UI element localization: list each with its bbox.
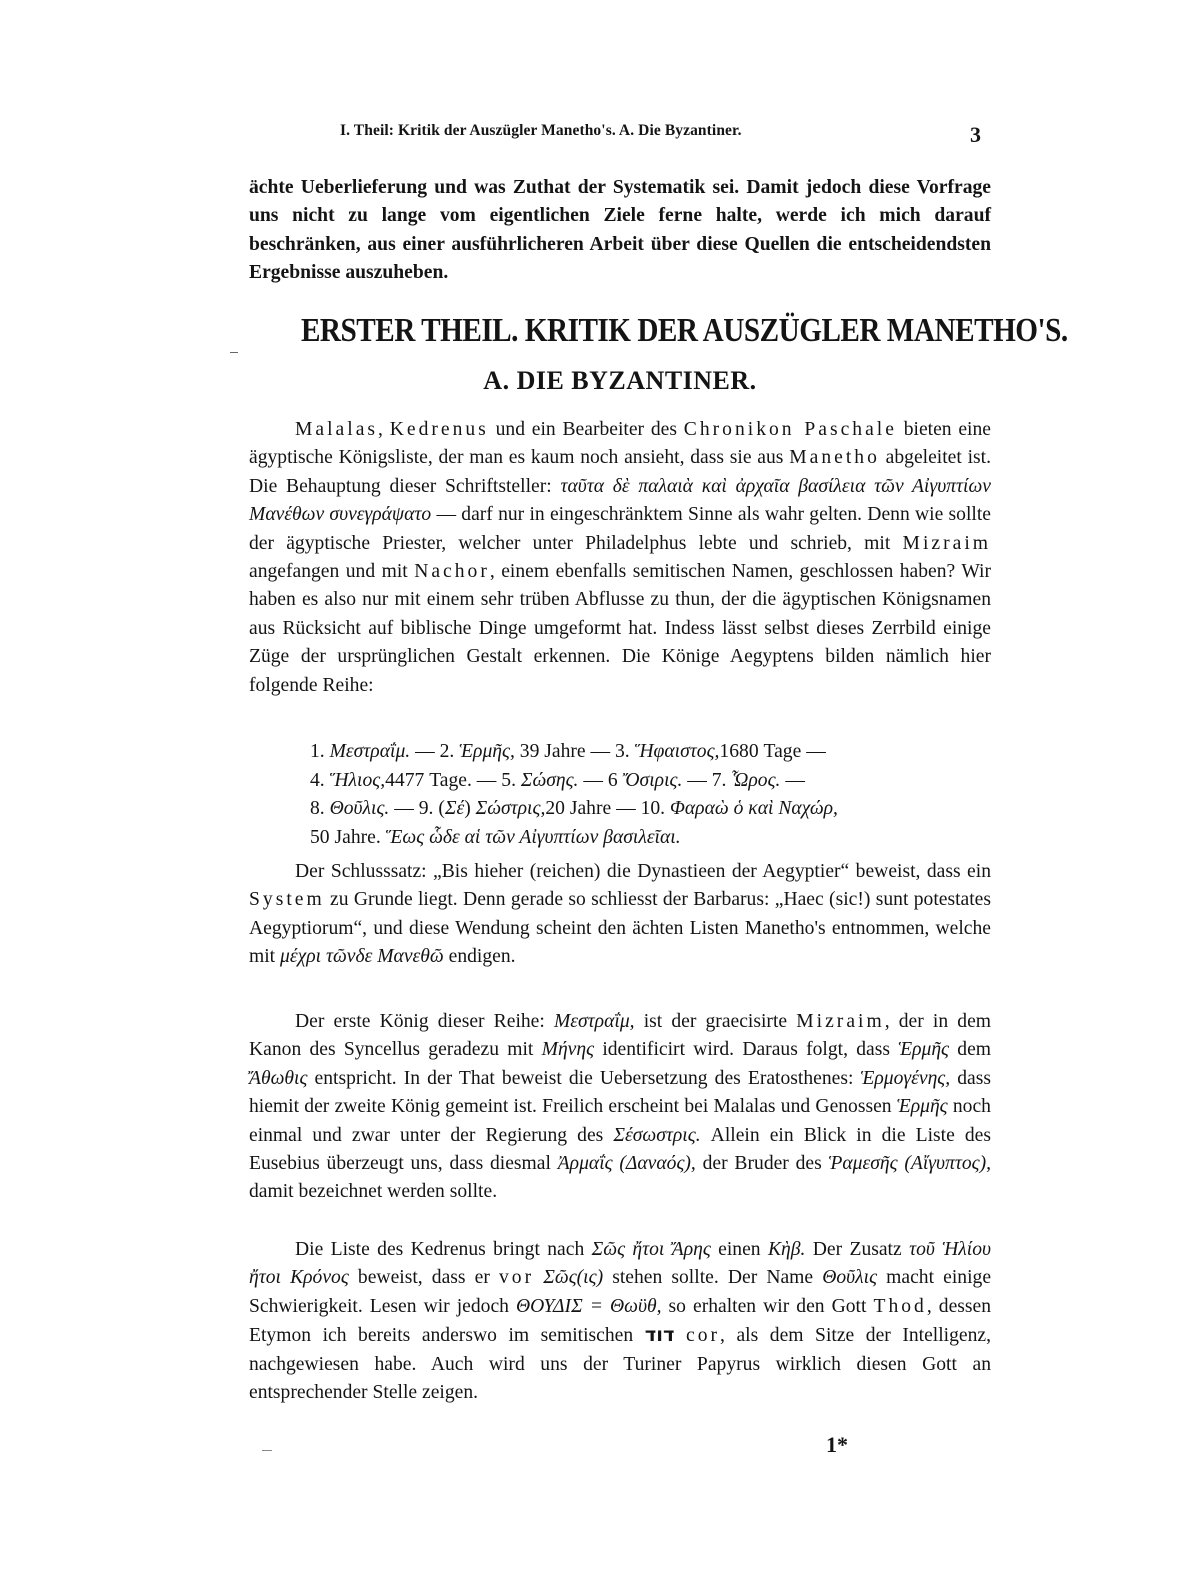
text-run	[534, 1267, 543, 1288]
page-number: 3	[970, 122, 981, 147]
greek-name: Ἥφαιστος,	[634, 741, 720, 762]
intro-paragraph-text: ächte Ueberlieferung und was Zuthat der Systematik sei. Damit jedoch diese Vorfrage uns nicht zu lange vom eigentlichen Ziele ferne halte, werde ich mich darauf beschränken, aus einer ausführlicheren Arbeit über diese Quellen die entscheidendsten Ergebnisse auszuheben.	[249, 177, 991, 284]
greek-name: Ἀρμαΐς (Δαναός),	[557, 1153, 696, 1175]
text-run: 4.	[310, 769, 330, 791]
margin-mark	[230, 352, 238, 353]
text-run: Der Zusatz	[805, 1239, 910, 1260]
king-list-line	[310, 738, 1000, 767]
greek-name: Ὧρος.	[731, 769, 781, 791]
king-list	[310, 738, 1000, 852]
author-name: Manetho	[789, 447, 880, 469]
text-run: Der erste König dieser Reihe:	[295, 1011, 554, 1032]
text-run: — 6	[578, 769, 623, 791]
text-run: bieten eine ägyptische Königsliste, der man es kaum noch ansieht, dass sie aus	[249, 419, 991, 469]
greek-phrase: Ἕως ὧδε αἱ τῶν Αἰγυπτίων βασιλεῖαι.	[385, 826, 681, 848]
text-run: 4477 Tage. — 5.	[385, 769, 521, 791]
greek-name: Ῥαμεσῆς (Αἴγυπτος),	[828, 1153, 992, 1175]
paragraph-4	[249, 1236, 991, 1407]
text-run: so erhalten wir den Gott	[661, 1295, 874, 1317]
signature-mark: 1*	[826, 1432, 848, 1457]
text-run: 8.	[310, 798, 330, 820]
text-run: — 7.	[682, 769, 732, 791]
text-run: — darf nur in eingeschränktem Sinne als wahr gelten. Denn wie sollte der ägyptische Priester, welcher unter Philadelphus lebte und schrieb, mit	[249, 504, 991, 554]
emphasized-word: vor	[498, 1267, 535, 1289]
text-run: zu Grunde liegt. Denn gerade so schliesst der Barbarus: „Haec (sic!) sunt potestates Aegyptiorum“, und diese Wendung scheint den ächten Listen Manetho's entnommen, welche mit	[249, 889, 991, 968]
text-run: Allein ein Blick in die Liste des Eusebius überzeugt uns, dass diesmal	[249, 1124, 991, 1175]
greek-name: Σώσης.	[520, 769, 579, 791]
greek-name: Ἥλιος,	[329, 769, 386, 791]
text-run: , dessen Etymon ich bereits anderswo im semitischen	[249, 1295, 992, 1347]
greek-name: Ἄθωθις	[249, 1067, 308, 1089]
emphasized-word: cor	[686, 1325, 721, 1347]
text-run: ,	[378, 419, 390, 440]
king-list-line	[310, 795, 1000, 824]
emphasized-name: Mizraim	[796, 1011, 885, 1032]
text-run: und ein Bearbeiter des	[488, 419, 684, 440]
paragraph-1-text	[249, 416, 991, 700]
text-run	[674, 1325, 686, 1346]
text-run: )	[464, 798, 476, 820]
paragraph-2-text	[249, 858, 991, 972]
greek-name: Σέ	[444, 798, 465, 820]
text-run: entspricht. In der That beweist die Uebersetzung des Eratosthenes:	[307, 1067, 861, 1089]
margin-mark	[262, 1450, 272, 1451]
section-title: A. DIE BYZANTINER.	[483, 366, 757, 395]
text-run: 20 Jahre — 10.	[545, 798, 670, 820]
text-run: , als dem Sitze der Intelligenz, nachgewiesen habe. Auch wird uns der Turiner Papyrus wirklich diesen Gott an entsprechender Stelle zeigen.	[249, 1325, 992, 1404]
paragraph-2	[249, 858, 991, 972]
greek-name: Θοῦλις.	[329, 798, 390, 820]
greek-name: Ἑρμογένης,	[860, 1067, 951, 1089]
greek-name: Φαραὼ ὁ καὶ Ναχώρ,	[669, 798, 838, 820]
greek-name: Σῶς(ις)	[543, 1267, 604, 1289]
greek-name: Σώστρις,	[475, 798, 546, 820]
text-run: — 9. (	[389, 798, 445, 820]
king-list-line	[310, 767, 1000, 796]
greek-name: Μεστραΐμ.	[329, 741, 411, 762]
text-run: noch einmal und zwar unter der Regierung des	[249, 1096, 991, 1146]
greek-name: Ἑρμῆς,	[459, 741, 515, 762]
greek-name: Κὴβ.	[767, 1239, 806, 1260]
paragraph-3	[249, 1008, 991, 1207]
emphasized-word: System	[249, 889, 325, 911]
emphasized-name: Thod	[873, 1295, 927, 1317]
greek-phrase: μέχρι τῶνδε Μανεθῶ	[280, 946, 444, 968]
greek-name: Σέσωστρις.	[613, 1124, 701, 1146]
greek-name: Ἑρμῆς	[896, 1096, 948, 1118]
text-run: ist der graecisirte	[634, 1011, 797, 1032]
author-name: Kedrenus	[389, 419, 489, 440]
part-title: ERSTER THEIL. KRITIK DER AUSZÜGLER MANETHO'S.	[300, 312, 1068, 349]
text-run: macht einige Schwierigkeit. Lesen wir jedoch	[249, 1267, 992, 1317]
text-run: , einem ebenfalls semitischen Namen, geschlossen haben? Wir haben es also nur mit einem sehr trüben Abflusse zu thun, der die ägyptischen Königsnamen aus Rücksicht auf biblische Dinge umgeformt hat. Indess lässt selbst dieses Zerrbild einige Züge der ursprünglichen Gestalt erkennen. Die Könige Aegyptens bilden nämlich hier folgende Reihe:	[249, 561, 991, 696]
text-run: angefangen und mit	[249, 561, 415, 583]
text-run: einen	[710, 1239, 768, 1260]
greek-name: Μήνης	[541, 1039, 595, 1061]
text-run: identificirt wird. Daraus folgt, dass	[594, 1039, 899, 1061]
hebrew-word: דוד	[644, 1323, 675, 1347]
greek-name: Ἑρμῆς	[898, 1039, 950, 1061]
emphasized-name: Nachor	[414, 561, 490, 583]
greek-name: ΘΟΥΔΙΣ = Θωϋθ,	[516, 1295, 662, 1317]
greek-phrase: Σῶς ἤτοι Ἄρης	[591, 1239, 711, 1260]
text-run: 1.	[310, 741, 330, 762]
text-run: damit bezeichnet werden sollte.	[249, 1181, 498, 1203]
text-run: der Bruder des	[695, 1153, 829, 1175]
text-run: dass hiemit der zweite König gemeint ist. Freilich erscheint bei Malalas und Genossen	[249, 1067, 991, 1118]
greek-name: Θοῦλις	[822, 1267, 878, 1289]
greek-quote: ταῦτα δὲ παλαιὰ καὶ ἀρχαῖα βασίλεια τῶν Αἰγυπτίων Μανέθων συνεγράψατο	[249, 475, 991, 526]
text-run: 39 Jahre — 3.	[514, 741, 635, 762]
text-run: 50 Jahre.	[310, 826, 386, 848]
work-title: Chronikon Paschale	[683, 419, 897, 440]
text-run: abgeleitet ist. Die Behauptung dieser Schriftsteller:	[249, 447, 991, 497]
text-run: 1680 Tage —	[719, 741, 826, 762]
text-run: Der Schlusssatz: „Bis hieher (reichen) die Dynastieen der Aegyptier“ beweist, dass ein	[295, 861, 991, 882]
author-name: Malalas	[295, 419, 379, 440]
text-run: Die Liste des Kedrenus bringt nach	[295, 1239, 592, 1260]
paragraph-4-text	[249, 1236, 991, 1407]
intro-paragraph	[249, 174, 991, 288]
text-run: — 2.	[410, 741, 460, 762]
text-run: endigen.	[443, 946, 516, 968]
greek-name: Μεστραΐμ,	[553, 1011, 635, 1032]
text-run: —	[780, 769, 805, 791]
text-run: , der in dem Kanon des Syncellus geradezu mit	[249, 1011, 992, 1061]
text-run: beweist, dass er	[348, 1267, 499, 1289]
text-run: dem	[949, 1039, 991, 1061]
paragraph-3-text	[249, 1008, 991, 1207]
running-head: I. Theil: Kritik der Auszügler Manetho's. A. Die Byzantiner.	[340, 122, 742, 139]
text-run: stehen sollte. Der Name	[603, 1267, 823, 1289]
king-list-line	[310, 824, 1000, 853]
greek-phrase: τοῦ Ἡλίου ἤτοι Κρόνος	[249, 1239, 992, 1289]
paragraph-1	[249, 416, 991, 700]
emphasized-name: Mizraim	[902, 532, 991, 554]
greek-name: Ὄσιρις.	[622, 769, 683, 791]
